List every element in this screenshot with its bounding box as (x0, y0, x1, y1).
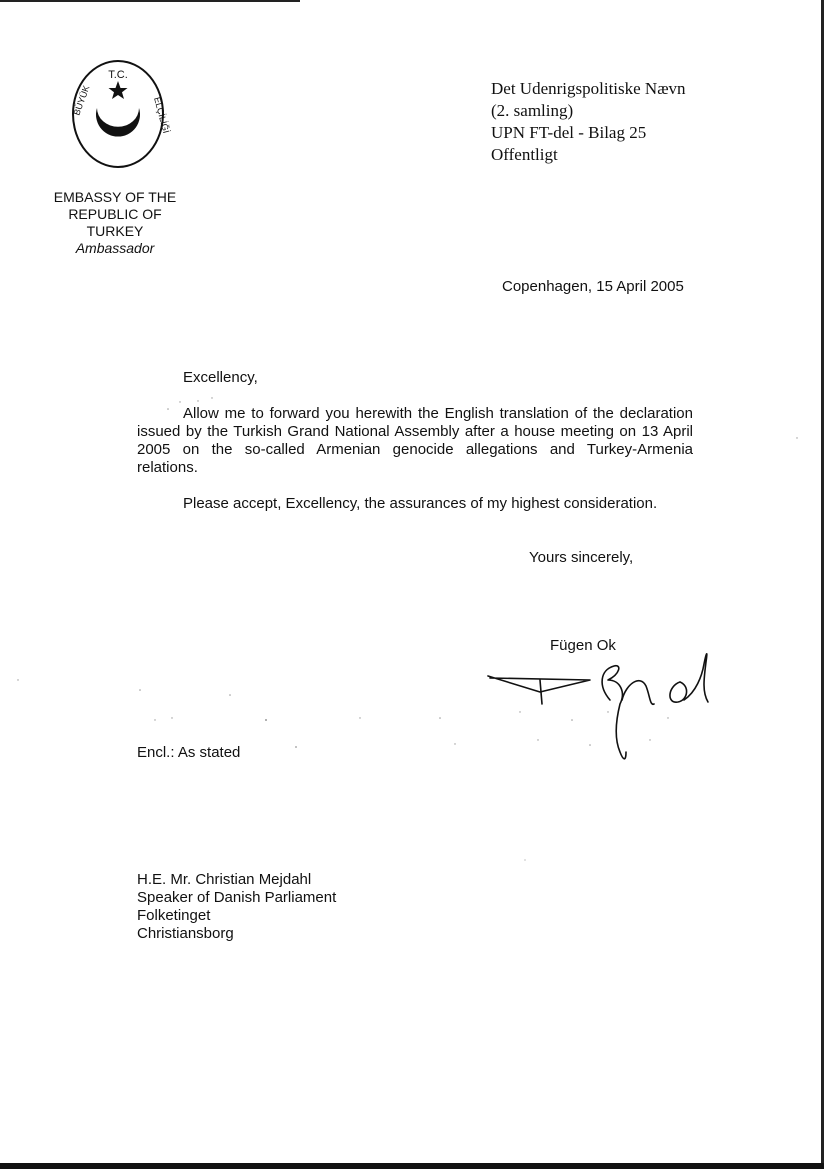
sender-line-2: REPUBLIC OF TURKEY (68, 206, 162, 239)
crescent-icon (96, 108, 140, 137)
closing: Yours sincerely, (529, 549, 634, 566)
recipient-line-2: Speaker of Danish Parliament (137, 889, 337, 906)
salutation: Excellency, (183, 369, 258, 386)
stamp-line-2: (2. samling) (491, 101, 574, 120)
signer-name: Fügen Ok (550, 637, 616, 654)
body-paragraph-2: Please accept, Excellency, the assurances of my highest consideration. (183, 495, 658, 512)
star-and-crescent-seal-icon (70, 58, 172, 170)
sender-block (40, 189, 190, 257)
star-icon (109, 81, 128, 99)
enclosure-note: Encl.: As stated (137, 744, 241, 761)
recipient-line-4: Christiansborg (137, 925, 234, 942)
stamp-line-4: Offentligt (491, 145, 558, 164)
registration-stamp (491, 78, 686, 166)
sender-line-1: EMBASSY OF THE (53, 189, 177, 205)
stamp-line-1: Det Udenrigspolitiske Nævn (491, 79, 686, 98)
scan-edge-bottom (0, 1163, 824, 1169)
scan-edge-top (0, 0, 300, 2)
recipient-address (137, 871, 336, 943)
stamp-line-3: UPN FT-del - Bilag 25 (491, 123, 647, 142)
body-paragraph-1: Allow me to forward you herewith the English translation of the declaration issued by the Turkish Grand National Assembly after a house meeting on 13 April 2005 on the so-called Armenian genocide allegations and Turkey-Armenia relations. (137, 405, 693, 476)
handwritten-signature (480, 640, 720, 770)
date-line: Copenhagen, 15 April 2005 (502, 278, 684, 295)
sender-role: Ambassador (75, 240, 155, 256)
seal-right-text: ELÇİLİĞİ (152, 95, 172, 135)
recipient-line-1: H.E. Mr. Christian Mejdahl (137, 871, 312, 888)
seal-left-text: BÜYÜK (71, 84, 92, 117)
seal-top-text: T.C. (108, 69, 128, 81)
recipient-line-3: Folketinget (137, 907, 211, 924)
